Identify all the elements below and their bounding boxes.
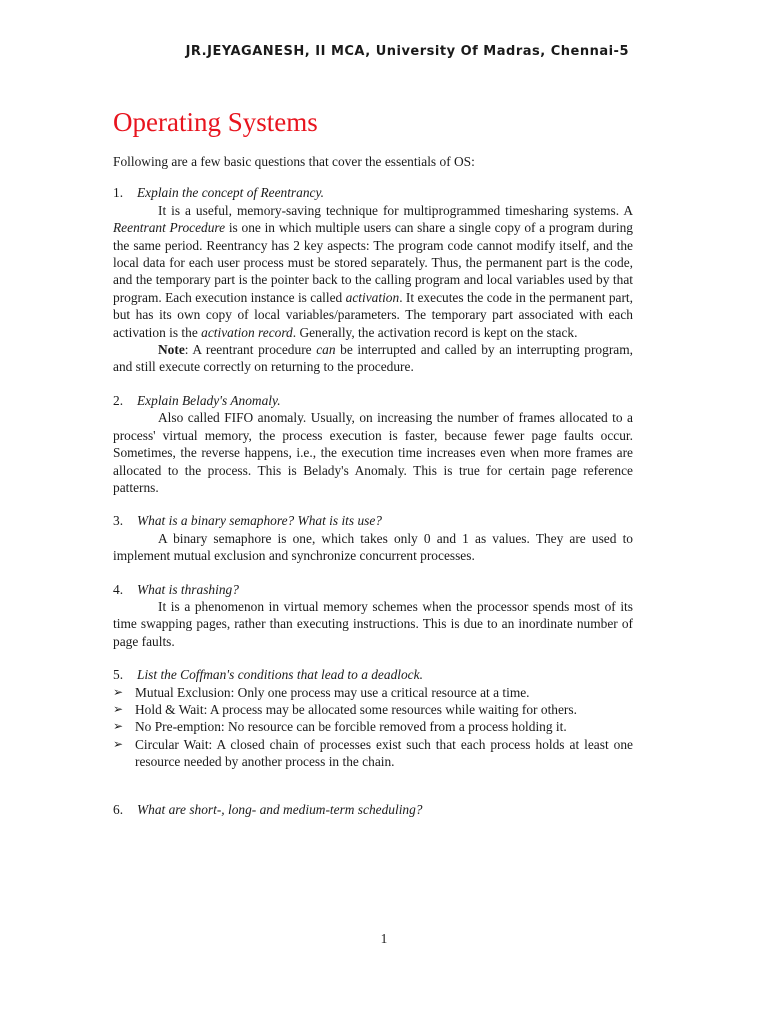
note-text: : A reentrant procedure (184, 342, 317, 358)
coffman-conditions-list (113, 684, 633, 771)
arrow-bullet-icon: ➢ (113, 701, 124, 716)
question-6-section (113, 801, 633, 818)
question-number: 4. (113, 581, 124, 597)
question-2 (113, 392, 633, 409)
question-1-section (113, 184, 633, 375)
answer-1-note (113, 341, 633, 376)
question-text: Explain Belady's Anomaly. (137, 392, 281, 408)
question-5-section (113, 666, 633, 770)
answer-emphasis: activation record (201, 324, 293, 340)
question-number: 1. (113, 185, 124, 201)
list-item (113, 684, 633, 701)
question-5 (113, 666, 633, 683)
question-text: What is a binary semaphore? What is its use? (137, 513, 382, 529)
answer-text: It is a useful, memory-saving technique for multiprogrammed timesharing systems. A (158, 202, 633, 218)
header-author-line: JR.JEYAGANESH, II MCA, University Of Madras, Chennai-5 (185, 44, 629, 59)
question-text: Explain the concept of Reentrancy. (137, 185, 325, 201)
list-item (113, 736, 633, 771)
list-item-text: Circular Wait: A closed chain of processes exist such that each process holds at least one resource needed by another process in the chain. (135, 736, 633, 770)
answer-3-paragraph: A binary semaphore is one, which takes only 0 and 1 as values. They are used to implement mutual exclusion and synchronize concurrent processes. (113, 530, 633, 564)
answer-text: is one in which multiple users can share a single copy of a program during the same period. Reentrancy has 2 key aspects: The program code cannot modify itself, and the local data for each user process must be stored separately. Thus, the permanent part is the code, and the temporary part is the pointer back to the calling program and local variables used by that program. Each execution instance is called (113, 220, 633, 305)
list-item (113, 701, 633, 718)
note-label: Note (158, 342, 185, 358)
question-number: 6. (113, 801, 124, 817)
page-number: 1 (380, 931, 388, 946)
question-4-section (113, 581, 633, 651)
answer-1-paragraph (113, 202, 633, 341)
question-text: What are short-, long- and medium-term scheduling? (137, 801, 423, 817)
list-item (113, 718, 633, 735)
list-item-text: Mutual Exclusion: Only one process may use a critical resource at a time. (135, 684, 530, 700)
note-text: be interrupted and called by an interrupting program, and still execute correctly on returning to the procedure. (113, 342, 633, 375)
answer-text: . Generally, the activation record is kept on the stack. (292, 324, 578, 340)
answer-2-paragraph: Also called FIFO anomaly. Usually, on increasing the number of frames allocated to a process' virtual memory, the process execution is faster, because fewer page faults occur. Sometimes, the reverse happens, i.e., the execution time increases even when more frames are allocated to the process. This is Belady's Anomaly. This is true for certain page reference patterns. (113, 410, 633, 495)
page-title: Operating Systems (113, 107, 318, 137)
question-number: 5. (113, 667, 124, 683)
note-emphasis: can (316, 342, 336, 358)
question-text: What is thrashing? (137, 581, 239, 597)
question-6 (113, 801, 633, 818)
question-text: List the Coffman's conditions that lead to a deadlock. (137, 667, 423, 683)
arrow-bullet-icon: ➢ (113, 736, 124, 751)
intro-text: Following are a few basic questions that cover the essentials of OS: (113, 154, 475, 169)
question-1 (113, 184, 633, 201)
question-number: 2. (113, 392, 124, 408)
answer-emphasis: Reentrant Procedure (113, 220, 226, 236)
answer-emphasis: activation (345, 289, 400, 305)
arrow-bullet-icon: ➢ (113, 719, 124, 734)
arrow-bullet-icon: ➢ (113, 684, 124, 699)
question-number: 3. (113, 513, 124, 529)
answer-4-paragraph: It is a phenomenon in virtual memory schemes when the processor spends most of its time swapping pages, rather than executing instructions. This is due to an inordinate number of page faults. (113, 598, 633, 649)
list-item-text: Hold & Wait: A process may be allocated some resources while waiting for others. (135, 701, 577, 717)
answer-text: . It executes the code in the permanent part, but has its own copy of local variables/parameters. The temporary part associated with each activation is the (113, 289, 633, 340)
document-body (113, 153, 633, 818)
question-2-section (113, 392, 633, 496)
question-3-section (113, 512, 633, 564)
question-3 (113, 512, 633, 529)
list-item-text: No Pre-emption: No resource can be forcible removed from a process holding it. (135, 719, 567, 735)
question-4 (113, 581, 633, 598)
